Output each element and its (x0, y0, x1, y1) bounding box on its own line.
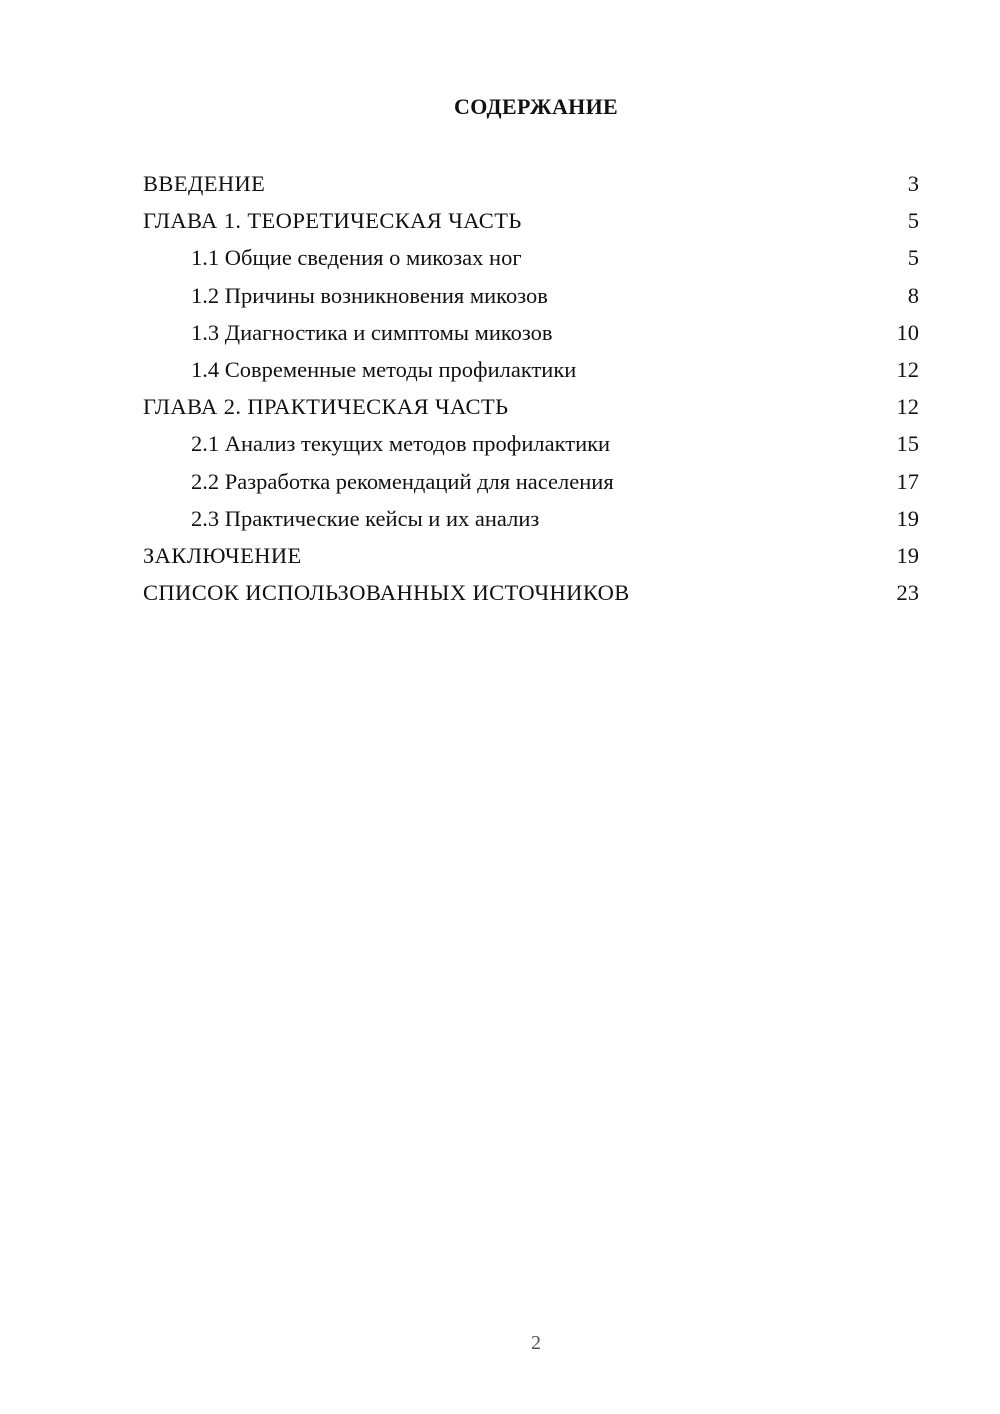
toc-entry-label: ЗАКЛЮЧЕНИЕ (143, 542, 302, 568)
toc-entry-section-1-4[interactable] (143, 351, 919, 388)
toc-entry-chapter-2[interactable] (143, 388, 919, 425)
toc-entry-label: 2.3 Практические кейсы и их анализ (191, 505, 540, 531)
toc-entry-page: 12 (896, 394, 919, 420)
toc-entry-section-1-1[interactable] (143, 239, 919, 276)
toc-entry-page: 8 (907, 282, 919, 308)
toc-entry-section-2-3[interactable] (143, 500, 919, 537)
toc-heading: СОДЕРЖАНИЕ (454, 94, 618, 119)
toc-entry-page: 19 (896, 505, 919, 531)
toc-entry-label: СПИСОК ИСПОЛЬЗОВАННЫХ ИСТОЧНИКОВ (143, 580, 630, 606)
toc-entry-section-2-1[interactable] (143, 425, 919, 462)
toc-entry-chapter-1[interactable] (143, 202, 919, 239)
page-number: 2 (531, 1332, 541, 1354)
toc-entry-label: 2.2 Разработка рекомендаций для населения (191, 468, 614, 494)
toc-entry-page: 3 (907, 171, 919, 196)
toc-entry-label: 1.2 Причины возникновения микозов (191, 282, 548, 308)
toc-entry-label: ВВЕДЕНИЕ (143, 171, 266, 196)
toc-entry-page: 17 (896, 468, 919, 494)
table-of-contents (143, 165, 919, 611)
toc-entry-label: ГЛАВА 1. ТЕОРЕТИЧЕСКАЯ ЧАСТЬ (143, 208, 522, 234)
toc-entry-label: 1.3 Диагностика и симптомы микозов (191, 319, 553, 345)
toc-entry-references[interactable] (143, 574, 919, 611)
toc-entry-label: ГЛАВА 2. ПРАКТИЧЕСКАЯ ЧАСТЬ (143, 394, 509, 420)
toc-entry-section-2-2[interactable] (143, 463, 919, 500)
toc-entry-page: 19 (896, 542, 919, 568)
toc-entry-label: 2.1 Анализ текущих методов профилактики (191, 431, 611, 457)
toc-entry-section-1-2[interactable] (143, 277, 919, 314)
toc-entry-page: 15 (896, 431, 919, 457)
toc-entry-page: 10 (896, 319, 919, 345)
toc-entry-page: 12 (896, 356, 919, 382)
toc-entry-label: 1.1 Общие сведения о микозах ног (191, 245, 522, 271)
toc-entry-section-1-3[interactable] (143, 314, 919, 351)
toc-entry-page: 23 (896, 580, 919, 606)
toc-entry-conclusion[interactable] (143, 537, 919, 574)
toc-entry-page: 5 (907, 208, 919, 234)
toc-entry-page: 5 (907, 245, 919, 271)
toc-entry-introduction[interactable] (143, 165, 919, 202)
toc-entry-label: 1.4 Современные методы профилактики (191, 356, 577, 382)
